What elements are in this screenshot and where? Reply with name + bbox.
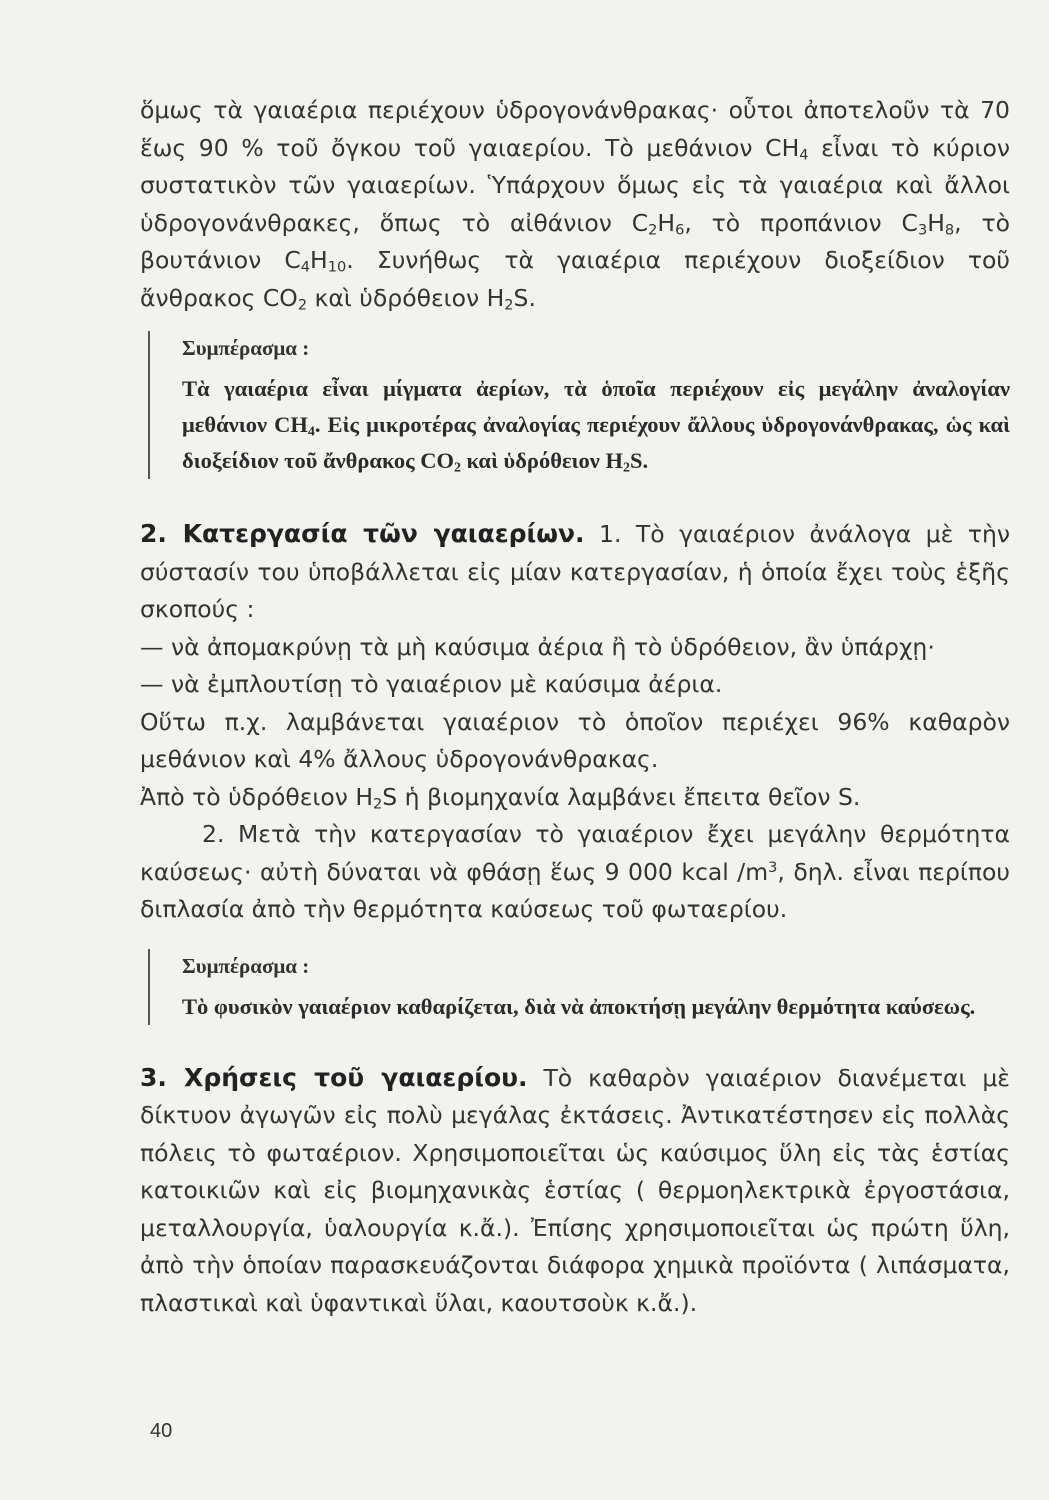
summary-heading: Συμπέρασμα : [182, 953, 310, 978]
section-3-paragraph: 3. Χρήσεις τοῦ γαιαερίου. Τὸ καθαρὸν γαιαέριον διανέμεται μὲ δίκτυον ἀγωγῶν εἰς πολὺ μεγάλας ἐκτάσεις. Ἀντικατέστησεν εἰς πολλὰς πόλεις τὸ φωταέριον. Χρησιμοποιεῖται ὡς καύσιμος ὕλη εἰς τὰς ἑστίας κατοικιῶν καὶ εἰς βιομηχανικὰς ἑστίας ( θερμοηλεκτρικὰ ἐργοστάσια, μεταλλουργία, ὑαλουργία κ.ἄ.). Ἐπίσης χρησιμοποιεῖται ὡς πρώτη ὕλη, ἀπὸ τὴν ὁποίαν παρασκευάζονται διάφορα χημικὰ προϊόντα ( λιπάσματα, πλαστικαὶ καὶ ὑφαντικαὶ ὕλαι, καουτσοὺκ κ.ἄ.). [140, 1062, 1010, 1317]
paragraph-heat-of-combustion: 2. Μετὰ τὴν κατεργασίαν τὸ γαιαέριον ἔχει μεγάλην θερμότητα καύσεως· αὐτὴ δύναται νὰ φθάσῃ ἕως 9 000 kcal $/m^3$, δηλ. εἶναι περίπου διπλασία ἀπὸ τὴν θερμότητα καύσεως τοῦ φωταερίου. [140, 820, 1010, 923]
paragraph-hydrogen-sulfide: Ἀπὸ τὸ ὑδρόθειον $H_2S$ ἡ βιομηχανία λαμβάνει ἔπειτα θεῖον S. [140, 782, 861, 813]
summary-box-1 [148, 331, 1010, 479]
section-2-title: 2. Κατεργασία τῶν γαιαερίων. [140, 519, 585, 548]
page-content [140, 92, 1010, 1322]
paragraph-example: Οὕτω π.χ. λαμβάνεται γαιαέριον τὸ ὁποῖον περιέχει 96% καθαρὸν μεθάνιον καὶ 4% ἄλλους ὑδρογονάνθρακας. [140, 707, 1010, 773]
paragraph-natural-gas-composition: ὅμως τὰ γαιαέρια περιέχουν ὑδρογονάνθρακας· οὗτοι ἀποτελοῦν τὰ 70 ἕως 90 % τοῦ ὄγκου τοῦ γαιαερίου. Τὸ μεθάνιον $CH_4$ εἶναι τὸ κύριον συστατικὸν τῶν γαιαερίων. Ὑπάρχουν ὅμως εἰς τὰ γαιαέρια καὶ ἄλλοι ὑδρογονάνθρακες, ὅπως τὸ αἰθάνιον $C_2H_6$, τὸ προπάνιον $C_3H_8$, τὸ βουτάνιον $C_4H_{10}$. Συνήθως τὰ γαιαέρια περιέχουν διοξείδιον τοῦ ἄνθρακος $CO_2$ καὶ ὑδρόθειον $H_2S$. [140, 96, 1011, 314]
section-2-intro: 2. Κατεργασία τῶν γαιαερίων. 1. Τὸ γαιαέριον ἀνάλογα μὲ τὴν σύστασίν του ὑποβάλλεται εἰς μίαν κατεργασίαν, ἡ ὁποία ἔχει τοὺς ἑξῆς σκοπούς : [140, 519, 1010, 623]
summary-box-2 [148, 949, 1010, 1025]
list-item: — νὰ ἀπομακρύνῃ τὰ μὴ καύσιμα ἀέρια ἢ τὸ ὑδρόθειον, ἂν ὑπάρχῃ· [140, 632, 935, 661]
summary-text: Τὸ φυσικὸν γαιαέριον καθαρίζεται, διὰ νὰ ἀποκτήσῃ μεγάλην θερμότητα καύσεως. [182, 993, 976, 1019]
summary-heading: Συμπέρασμα : [182, 336, 310, 360]
summary-text: Τὰ γαιαέρια εἶναι μίγματα ἀερίων, τὰ ὁποῖα περιέχουν εἰς μεγάλην ἀναλογίαν μεθάνιον $CH_4$. Εἰς μικροτέρας ἀναλογίας περιέχουν ἄλλους ὑδρογονάνθρακας, ὡς καὶ διοξείδιον τοῦ ἄνθρακος $CO_2$ καὶ ὑδρόθειον $H_2S$. [182, 376, 1010, 476]
section-3-title: 3. Χρήσεις τοῦ γαιαερίου. [140, 1062, 528, 1092]
list-item: — νὰ ἐμπλουτίσῃ τὸ γαιαέριον μὲ καύσιμα ἀέρια. [140, 670, 723, 698]
page-number: 40 [150, 1420, 173, 1442]
